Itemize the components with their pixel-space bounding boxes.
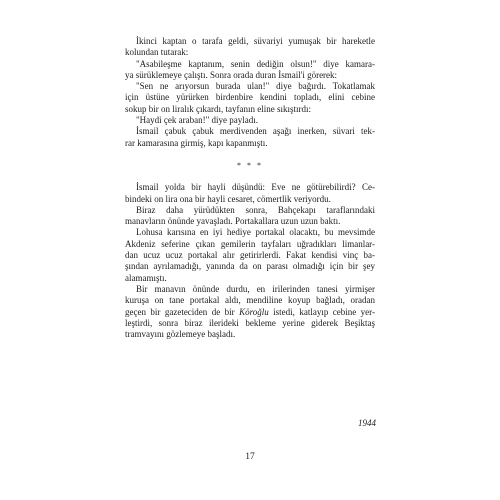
text-line: "Sen ne arıyorsun burada ulan!" diye bağırdı. Tokatlamak xyxy=(136,81,375,92)
text-line: İsmail yolda bir hayli düşündü: Eve ne götürebilirdi? Ce- xyxy=(136,182,375,193)
text-line: kuruşa on tane portakal aldı, mendiline koyup bağladı, oradan xyxy=(125,295,375,306)
text-line: bindeki on lira ona bir hayli cesaret, cömertlik veriyordu. xyxy=(125,193,331,204)
text-line: manavların önünde yavaşladı. Portakallara uzun uzun baktı. xyxy=(125,216,341,227)
text-line: dan ucuz ucuz portakal alır getirirlerdi. Fakat kendisi vinç ba- xyxy=(125,250,375,261)
text-line: tramvayını gözlemeye başladı. xyxy=(125,329,236,340)
text-line: Biraz daha yürüdükten sonra, Bahçekapı taraflarındaki xyxy=(136,204,375,215)
text-line: geçen bir gazeteciden de bir Köroğlu istedi, katlayıp cebine yer- xyxy=(125,306,375,317)
text-line: şından ayrılamadığı, yanında da on parası olmadığı için bir şey xyxy=(125,261,375,272)
text-line: Lohusa karısına en iyi hediye portakal olacaktı, bu mevsimde xyxy=(136,227,375,238)
text-line: sokup bir on liralık çıkardı, tayfanın eline sıkıştırdı: xyxy=(125,103,311,114)
page-number: 17 xyxy=(245,452,255,462)
text-line: leştirdi, sonra biraz ilerideki bekleme yerine giderek Beşiktaş xyxy=(125,317,375,328)
text-line: kolundan tutarak: xyxy=(125,47,189,58)
text-line: alamamıştı. xyxy=(125,272,167,283)
text-line: rar kamarasına girmiş, kapı kapanmıştı. xyxy=(125,137,268,148)
text-line: Bir manavın önünde durdu, en irilerinden tanesi yirmişer xyxy=(136,283,375,294)
newspaper-title: Köroğlu xyxy=(239,306,269,317)
text-line: "Asabileşme kaptanım, senin dediğin olsun!" diye kamara- xyxy=(136,58,375,69)
text-line: ya sürüklemeye çalıştı. Sonra orada duran İsmail'i görerek: xyxy=(125,69,338,80)
text-line: "Haydi çek araban!" diye payladı. xyxy=(136,115,259,126)
story-date: 1944 xyxy=(358,418,376,428)
text-line: Akdeniz seferine çıkan gemilerin tayfaları uğradıkları limanlar- xyxy=(125,238,375,249)
section-separator: * * * xyxy=(237,160,263,170)
text-line: İsmail çabuk çabuk merdivenden aşağı inerken, süvari tek- xyxy=(136,126,375,137)
body-text xyxy=(125,36,375,340)
text-line: için üstüne yürürken birdenbire kendini topladı, elini cebine xyxy=(125,92,375,103)
text-section-1 xyxy=(125,36,375,149)
text-line: İkinci kaptan o tarafa geldi, süvariyi yumuşak bir hareketle xyxy=(136,36,375,46)
text-section-2 xyxy=(125,182,375,340)
